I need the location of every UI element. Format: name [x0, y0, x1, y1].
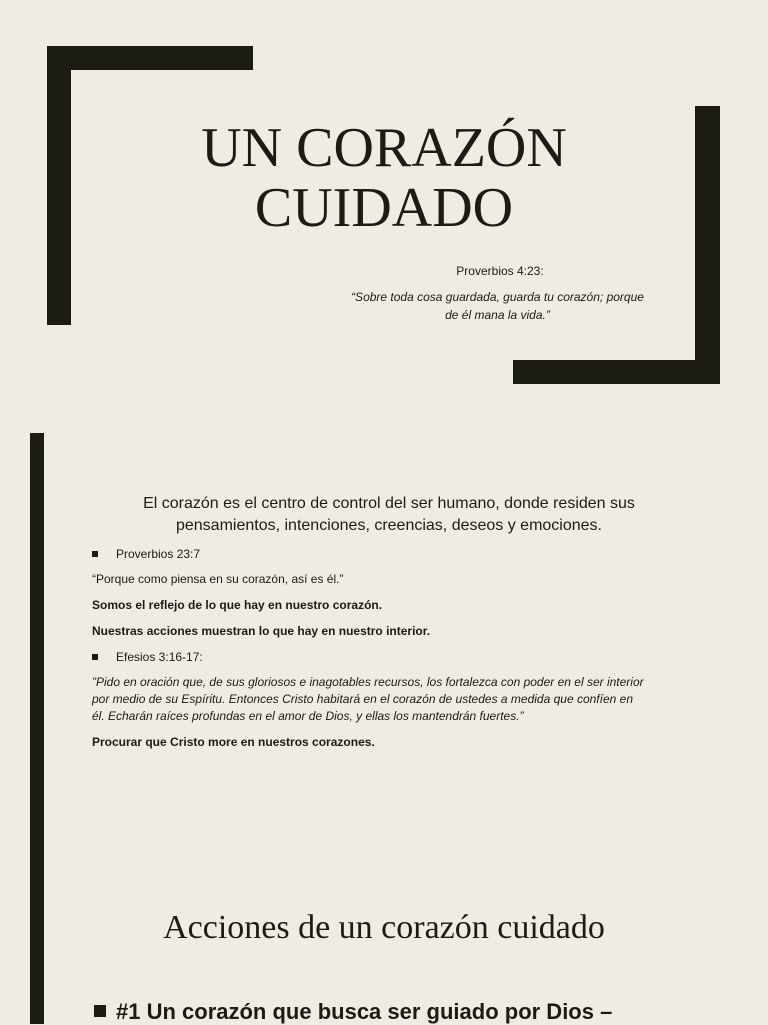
- section-title: Acciones de un corazón cuidado: [163, 909, 605, 946]
- slide-title: [0, 118, 768, 238]
- verse-quote-line-1: “Sobre toda cosa guardada, guarda tu corazón; porque: [351, 290, 644, 304]
- intro-line-2: pensamientos, intenciones, creencias, deseos y emociones.: [175, 517, 602, 534]
- bullet-item-efesios: [92, 649, 702, 666]
- verse-quote-line-2: de él mana la vida.”: [445, 308, 550, 322]
- title-line-2: CUIDADO: [254, 177, 514, 239]
- frame-bottom-right-horizontal: [513, 360, 720, 384]
- scripture-quote: “Porque como piensa en su corazón, así es él.”: [92, 572, 344, 586]
- quote-line: él. Echarán raíces profundas en el amor de Dios, y ellas los mantendrán fuertes.”: [92, 709, 524, 723]
- statement-text: Somos el reflejo de lo que hay en nuestro corazón.: [92, 598, 383, 612]
- square-bullet-icon: [92, 551, 98, 557]
- intro-line-1: El corazón es el centro de control del ser humano, donde residen sus: [143, 495, 635, 512]
- intro-text: [105, 493, 673, 537]
- square-bullet-icon: [94, 1005, 106, 1017]
- bullet-label: Efesios 3:16-17:: [116, 650, 203, 664]
- section-slide: [0, 865, 768, 1024]
- title-line-1: UN CORAZÓN: [201, 117, 567, 179]
- bullet-item-proverbios: [92, 546, 702, 563]
- content-slide: [0, 410, 768, 865]
- verse-quote: [330, 288, 665, 324]
- point-label: #1 Un corazón que busca ser guiado por Dios –: [116, 999, 613, 1024]
- square-bullet-icon: [92, 654, 98, 660]
- point-item: [94, 999, 754, 1025]
- title-slide: [0, 0, 768, 410]
- bullet-label: Proverbios 23:7: [116, 547, 201, 561]
- quote-line: por medio de su Espíritu. Entonces Cristo habitará en el corazón de ustedes a medida que confíen en: [92, 692, 633, 706]
- scripture-quote-long: [92, 674, 702, 725]
- accent-vertical-bar: [30, 433, 44, 865]
- quote-line: ”Pido en oración que, de sus gloriosos e inagotables recursos, los fortalezca con poder en el ser interior: [92, 675, 644, 689]
- statement-text: Procurar que Cristo more en nuestros corazones.: [92, 735, 375, 749]
- statement-text: Nuestras acciones muestran lo que hay en nuestro interior.: [92, 624, 431, 638]
- frame-top-left-horizontal: [47, 46, 253, 70]
- verse-reference: Proverbios 4:23:: [456, 264, 544, 278]
